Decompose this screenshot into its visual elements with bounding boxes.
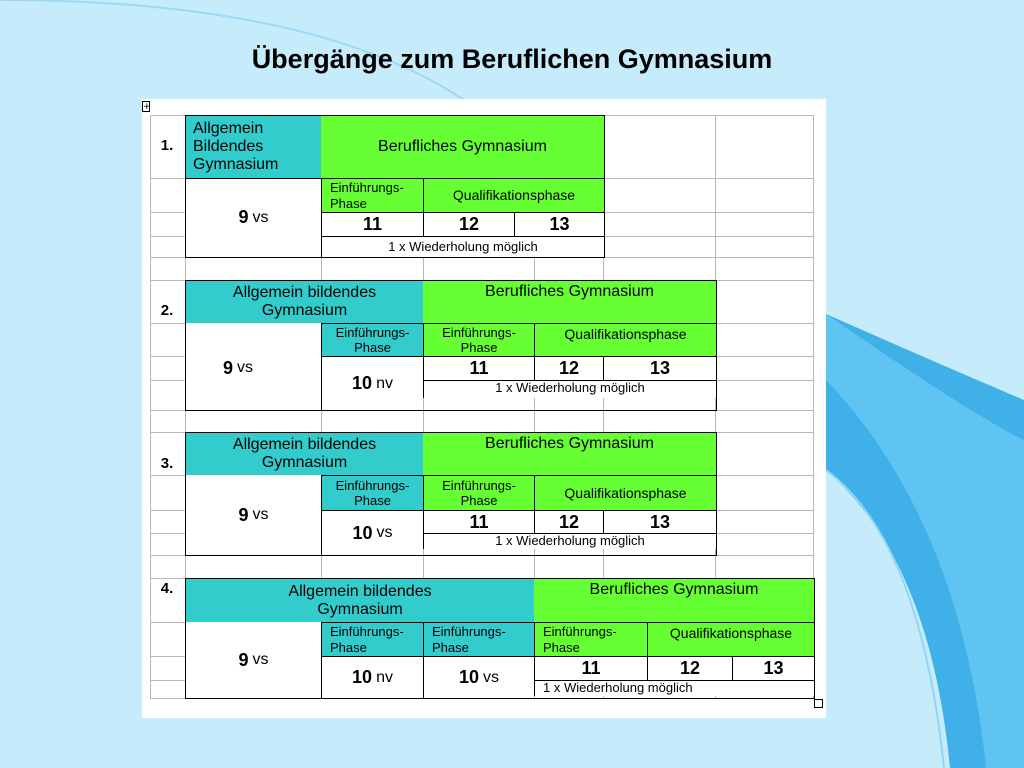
school-cell: Allgemein bildendes Gymnasium (186, 433, 423, 475)
resize-handle-icon[interactable] (814, 699, 823, 708)
einfuehrung-cell: Einführungs- Phase (321, 475, 423, 510)
repeat-note: 1 x Wiederholung möglich (534, 680, 814, 696)
grade10-cell (321, 656, 423, 698)
grade9-value: 9 (238, 649, 249, 670)
grade9-suffix: vs (237, 359, 254, 377)
grade10-value: 10 (352, 373, 373, 394)
target-cell: Berufliches Gymnasium (423, 281, 716, 323)
pathway-label: 1. (160, 137, 174, 154)
repeat-note: 1 x Wiederholung möglich (423, 380, 716, 398)
grade10-cell (321, 356, 423, 410)
grade10-value: 10 (352, 667, 373, 688)
year-13-cell: 13 (603, 510, 716, 533)
grade9-suffix: vs (252, 208, 269, 226)
year-13-cell: 13 (603, 356, 716, 380)
grade10-value: 10 (352, 522, 373, 543)
einfuehrung-cell: Einführungs- Phase (423, 622, 534, 656)
einfuehrung-cell: Einführungs- Phase (321, 178, 423, 212)
pathway-label: 4. (160, 580, 174, 597)
grade10-suffix: vs (376, 524, 393, 542)
year-12-cell: 12 (534, 356, 603, 380)
blank-cell (186, 323, 321, 356)
year-13-cell: 13 (732, 656, 814, 680)
einfuehrung-cell: Einführungs- Phase (423, 475, 534, 510)
grade10-suffix: vs (483, 668, 500, 686)
blank-cell (186, 380, 321, 410)
repeat-note: 1 x Wiederholung möglich (321, 236, 604, 257)
grade10-cell (321, 510, 423, 555)
repeat-note: 1 x Wiederholung möglich (423, 533, 716, 549)
year-12-cell: 12 (647, 656, 732, 680)
grade9-cell (186, 178, 321, 257)
grade10-value: 10 (458, 667, 480, 688)
grade10-suffix: nv (376, 668, 393, 686)
grade10-cell (423, 656, 534, 698)
grade9-cell (186, 356, 321, 380)
school-cell: Allgemein Bildendes Gymnasium (186, 116, 321, 178)
pathway-label: 2. (160, 302, 174, 319)
target-cell: Berufliches Gymnasium (321, 116, 604, 178)
qualifikation-cell: Qualifikationsphase (534, 475, 716, 510)
qualifikation-cell: Qualifikationsphase (423, 178, 604, 212)
school-cell: Allgemein bildendes Gymnasium (186, 281, 423, 323)
year-13-cell: 13 (514, 212, 604, 236)
grade9-value: 9 (223, 357, 234, 378)
pathway-label: 3. (160, 455, 174, 472)
target-cell: Berufliches Gymnasium (423, 433, 716, 475)
grade9-cell (186, 475, 321, 555)
einfuehrung-cell: Einführungs- Phase (321, 323, 423, 356)
year-11-cell: 11 (423, 510, 534, 533)
grade9-cell (186, 622, 321, 698)
einfuehrung-cell: Einführungs- Phase (534, 622, 647, 656)
year-11-cell: 11 (534, 656, 647, 680)
grade9-value: 9 (238, 207, 249, 228)
year-12-cell: 12 (534, 510, 603, 533)
border-line (185, 178, 605, 179)
einfuehrung-cell: Einführungs- Phase (321, 622, 423, 656)
year-11-cell: 11 (423, 356, 534, 380)
target-cell: Berufliches Gymnasium (534, 579, 814, 622)
year-11-cell: 11 (321, 212, 423, 236)
qualifikation-cell: Qualifikationsphase (647, 622, 814, 656)
year-12-cell: 12 (423, 212, 514, 236)
grade9-suffix: vs (252, 651, 269, 669)
school-cell: Allgemein bildendes Gymnasium (186, 579, 534, 622)
slide-title: Übergänge zum Beruflichen Gymnasium (251, 44, 773, 74)
anchor-icon[interactable]: + (143, 102, 151, 112)
grade10-suffix: nv (376, 374, 393, 392)
grade9-value: 9 (238, 504, 249, 525)
qualifikation-cell: Qualifikationsphase (534, 323, 716, 356)
einfuehrung-cell: Einführungs- Phase (423, 323, 534, 356)
grade9-suffix: vs (252, 506, 269, 524)
